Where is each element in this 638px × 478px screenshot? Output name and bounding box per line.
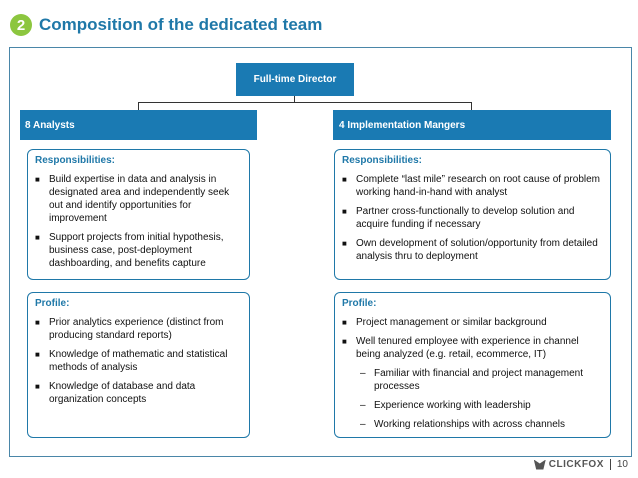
- list-item: ■ Support projects from initial hypothesis, business case, post-deployment dashboarding, and benefits capture: [35, 232, 224, 269]
- list-item: ■ Knowledge of mathematic and statistical methods of analysis: [35, 349, 228, 373]
- bullet-icon: ■: [342, 337, 347, 346]
- page-number: 10: [616, 459, 628, 470]
- list-item: ■ Project management or similar background: [342, 317, 547, 328]
- connector-horizontal: [138, 102, 472, 103]
- bullet-icon: ■: [35, 175, 40, 184]
- card-heading: Responsibilities:: [342, 155, 423, 166]
- card-heading: Profile:: [342, 298, 377, 309]
- managers-profile-card: [334, 292, 611, 438]
- director-box: Full-time Director: [236, 63, 354, 96]
- connector-left-drop: [138, 102, 139, 110]
- bullet-icon: ■: [342, 239, 347, 248]
- list-item: ■ Partner cross-functionally to develop solution and acquire funding if necessary: [342, 206, 575, 230]
- list-item: ■ Complete “last mile” research on root cause of problem working hand-in-hand with analyst: [342, 174, 600, 198]
- card-heading: Profile:: [35, 298, 70, 309]
- slide-header: [10, 14, 322, 36]
- managers-responsibilities-card: [334, 149, 611, 280]
- list-item: ■ Prior analytics experience (distinct from producing standard reports): [35, 317, 224, 341]
- footer-divider: [610, 459, 611, 470]
- bullet-icon: ■: [35, 233, 40, 242]
- analysts-profile-card: [27, 292, 250, 438]
- managers-box: 4 Implementation Mangers: [333, 110, 611, 140]
- analysts-box: 8 Analysts: [20, 110, 257, 140]
- bullet-icon: ■: [342, 207, 347, 216]
- page-title: Composition of the dedicated team: [39, 15, 323, 34]
- list-item: ■ Well tenured employee with experience in channel being analyzed (e.g. retail, ecommerce, IT): [342, 336, 579, 360]
- list-item: ■ Build expertise in data and analysis in designated area and independently seek out and identify opportunities for improvement: [35, 174, 230, 224]
- dash-icon: –: [360, 368, 366, 379]
- bullet-icon: ■: [342, 175, 347, 184]
- bullet-icon: ■: [35, 350, 40, 359]
- list-item: ■ Own development of solution/opportunity from detailed analysis thru to deployment: [342, 238, 598, 262]
- section-number-badge: 2: [10, 14, 32, 36]
- dash-icon: –: [360, 400, 366, 411]
- bullet-icon: ■: [35, 382, 40, 391]
- clickfox-logo: CLICKFOX: [534, 459, 604, 470]
- sub-list-item: – Working relationships with across channels: [356, 418, 604, 431]
- sub-list-item: – Experience working with leadership: [356, 399, 604, 412]
- fox-icon: [534, 460, 546, 470]
- list-item: ■ Knowledge of database and data organization concepts: [35, 381, 196, 405]
- connector-right-drop: [471, 102, 472, 110]
- sub-list-item: – Familiar with financial and project management processes: [356, 367, 604, 393]
- bullet-icon: ■: [35, 318, 40, 327]
- bullet-icon: ■: [342, 318, 347, 327]
- footer: [534, 459, 628, 470]
- card-heading: Responsibilities:: [35, 155, 116, 166]
- dash-icon: –: [360, 419, 366, 430]
- analysts-responsibilities-card: [27, 149, 250, 280]
